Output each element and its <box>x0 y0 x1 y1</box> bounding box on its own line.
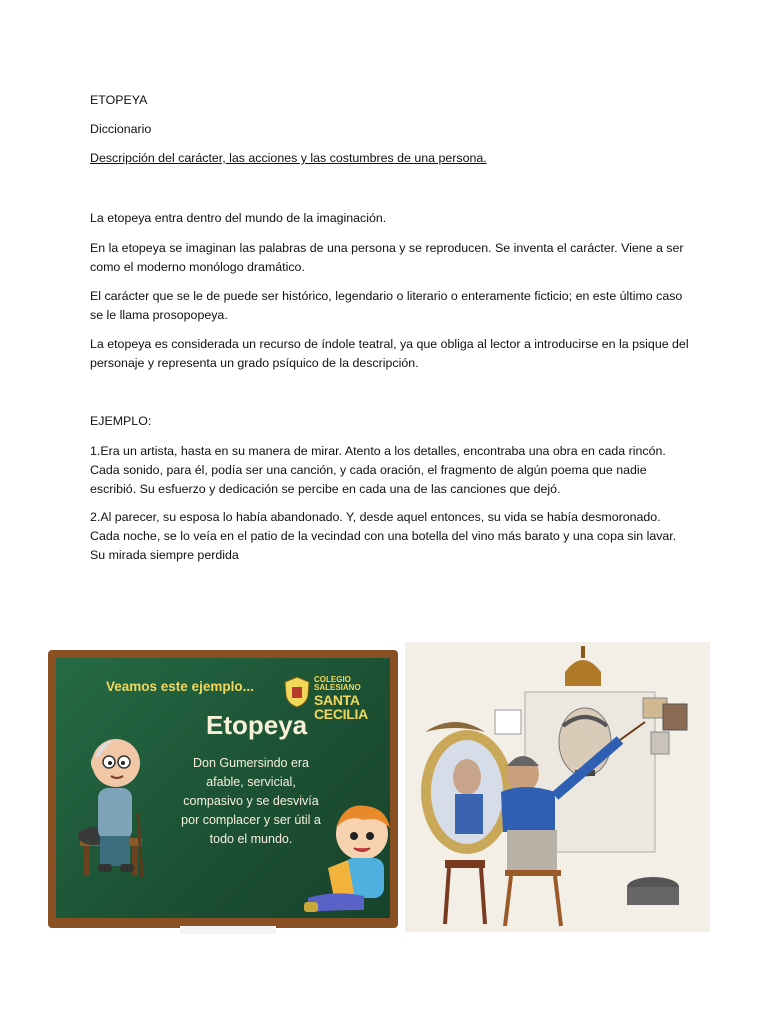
school-seal-icon <box>284 676 310 708</box>
example-heading: EJEMPLO: <box>90 414 152 428</box>
chalkboard-surface <box>56 658 390 918</box>
example-2: 2.Al parecer, su esposa lo había abandonado. Y, desde aquel entonces, su vida se había desmoronado. Cada noche, se lo veía en el patio de la vecindad con una botella del vino más barato y una copa sin lavar. Su mirada siempre perdida <box>90 510 677 562</box>
document-source: Diccionario <box>90 122 152 136</box>
example-1: 1.Era un artista, hasta en su manera de mirar. Atento a los detalles, encontraba una obra en cada rincón. Cada sonido, para él, podía ser una canción, y cada oración, el fragmento de algún poema que nadie escribió. Su esfuerzo y dedicación se percibe en cada una de las canciones que dejó. <box>90 444 666 496</box>
document-title: ETOPEYA <box>90 93 148 107</box>
image-caption-strip <box>180 926 276 934</box>
chalkboard-heading: Veamos este ejemplo... <box>106 679 254 694</box>
school-name-line1: COLEGIO SALESIANO <box>314 675 361 693</box>
paragraph-2: En la etopeya se imaginan las palabras de una persona y se reproducen. Se inventa el carácter. Viene a ser como el moderno monólogo dramático. <box>90 241 684 274</box>
chalkboard-line: afable, servicial, <box>206 775 296 789</box>
self-portrait-painting <box>405 642 710 932</box>
chalkboard-text <box>181 754 321 849</box>
definition-text: Descripción del carácter, las acciones y las costumbres de una persona. <box>90 151 487 165</box>
chalkboard-line: todo el mundo. <box>209 832 293 846</box>
chalkboard-title: Etopeya <box>206 710 308 740</box>
old-man-illustration <box>76 718 166 893</box>
chalkboard-line: compasivo y se desvivía <box>183 794 319 808</box>
school-name-line2: SANTA CECILIA <box>314 691 368 723</box>
school-name <box>314 676 388 722</box>
chalkboard-image <box>48 650 398 928</box>
paragraph-4: La etopeya es considerada un recurso de índole teatral, ya que obliga al lector a introducirse en la psique del personaje y representa un grado psíquico de la descripción. <box>90 337 689 370</box>
child-reading-illustration <box>304 798 400 918</box>
paragraph-1: La etopeya entra dentro del mundo de la imaginación. <box>90 211 387 225</box>
chalkboard-line: Don Gumersindo era <box>192 756 310 770</box>
chalkboard-line: por complacer y ser útil a <box>181 813 321 827</box>
paragraph-3: El carácter que se le de puede ser histórico, legendario o literario o enteramente ficticio; en este último caso se le llama prosopopeya. <box>90 289 683 322</box>
